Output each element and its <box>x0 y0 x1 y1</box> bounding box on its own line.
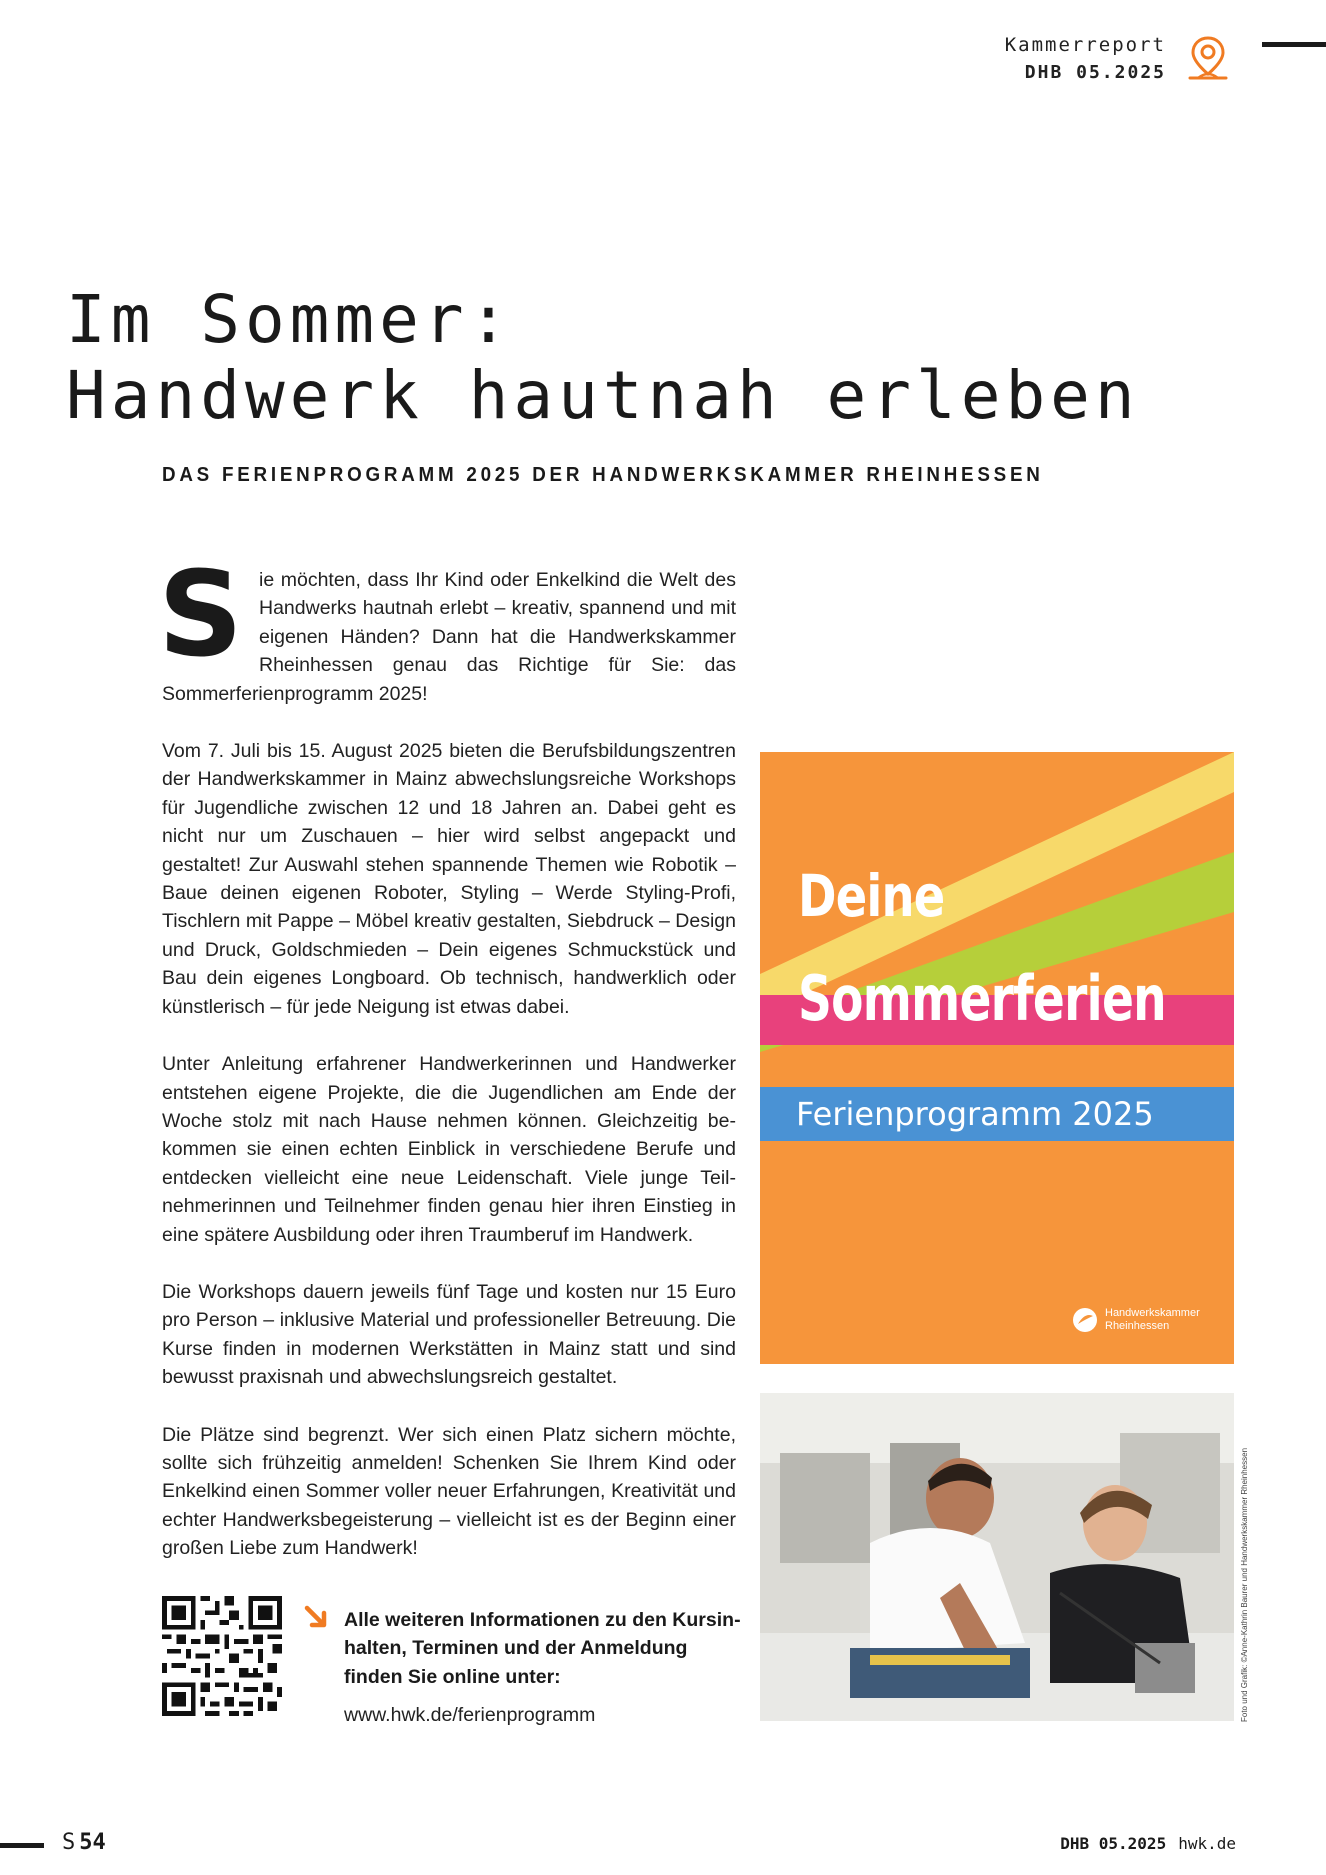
workshop-photo <box>760 1393 1234 1721</box>
paragraph-3: Unter Anleitung erfahrener Handwerkerinnen und Handwerker entstehen eigene Projekte, die die Jugendlichen am Ende der Woche stolz mit nach Hause nehmen können. Gleichzeitig bekommen sie einen echten Einblick in verschiedene Berufe und entdecken vielleicht eine neue Leidenschaft. Viele junge Teilnehmerinnen und Teilnehmer finden genau hier ihren Einstieg in eine spätere Ausbildung oder ihren Traumberuf im Handwerk. <box>162 1053 736 1246</box>
paragraph-4: Die Workshops dauern jeweils fünf Tage und kosten nur 15 Euro pro Person – inklusive Material und professioneller Betreuung. Die Kurse finden in modernen Werkstätten in Mainz statt und sind bewusst praxisnah und abwechslungsreich gestaltet. <box>162 1280 736 1389</box>
arrow-icon <box>302 1602 332 1632</box>
footer-right <box>1060 1834 1236 1853</box>
info-text: Alle weiteren Informationen zu den Kursinhalten, Terminen und der Anmeldung finden Sie online unter: <box>344 1609 741 1688</box>
subheadline: DAS FERIENPROGRAMM 2025 DER HANDWERKSKAMMER RHEINHESSEN <box>162 464 1044 486</box>
poster-title-line-2: Sommerferien <box>798 962 1166 1035</box>
footer-issue: DHB 05.2025 <box>1060 1834 1167 1853</box>
drop-cap: S <box>158 545 243 683</box>
page-prefix: S <box>62 1830 76 1855</box>
poster-logo-text <box>1105 1307 1200 1333</box>
hwk-logo-icon <box>1072 1307 1098 1333</box>
paragraph-2: Vom 7. Juli bis 15. August 2025 bieten die Berufsbildungszentren der Handwerkskammer in Mainz abwechslungsreiche Workshops für Jugendliche zwischen 12 und 18 Jahren an. Dabei geht es nicht nur um Zuschauen – hier wird selbst angepackt und gestaltet! Zur Auswahl stehen spannende Themen wie Robotik – Baue deinen eigenen Roboter, Styling – Werde Styling-Profi, Tischlern mit Pappe – Möbel kreativ gestalten, Siebdruck – Design und Druck, Goldschmieden – Dein eigenes Schmuckstück und Bau dein eigenes Longboard. Ob technisch, handwerklich oder künstlerisch – für jede Neigung ist etwas dabei. <box>162 740 736 1018</box>
footer-site[interactable]: hwk.de <box>1178 1834 1236 1853</box>
page-number-value: 54 <box>79 1830 106 1855</box>
article-body <box>158 545 736 1592</box>
footer-rule <box>0 1843 44 1848</box>
paragraph-1 <box>158 545 736 708</box>
poster-title-line-1: Deine <box>798 862 945 930</box>
paragraph-1-text: ie möchten, dass Ihr Kind oder Enkelkind die Welt des Handwerks hautnah erlebt – kreativ, spannend und mit eigenen Händen? Dann hat die Handwerkskammer Rheinhessen genau das Richtige für Sie: das Sommerferienprogramm 2025! <box>162 569 736 705</box>
program-poster <box>760 752 1234 1364</box>
issue-label: DHB 05.2025 <box>1024 62 1166 83</box>
page-number <box>62 1830 106 1855</box>
headline-line-1: Im Sommer: <box>66 281 514 358</box>
section-label: Kammerreport <box>1004 34 1166 56</box>
location-pin-icon <box>1186 34 1230 84</box>
qr-code[interactable] <box>162 1596 282 1716</box>
poster-stripes <box>760 752 1234 1364</box>
headline-line-2: Handwerk hautnah erleben <box>66 357 1140 434</box>
photo-credit: Foto und Grafik: ©Anne-Kathrin Baurer und Handwerkskammer Rheinhessen <box>1240 1447 1249 1722</box>
header-rule <box>1262 42 1326 47</box>
poster-subtitle: Ferienprogramm 2025 <box>796 1095 1154 1133</box>
info-link[interactable]: www.hwk.de/ferienprogramm <box>344 1704 596 1726</box>
poster-logo-line-2: Rheinhessen <box>1105 1320 1170 1332</box>
workshop-photo-illustration <box>760 1393 1234 1721</box>
poster-logo-line-1: Handwerkskammer <box>1105 1307 1200 1319</box>
headline <box>66 282 1266 434</box>
paragraph-5: Die Plätze sind begrenzt. Wer sich einen Platz sichern möchte, sollte sich frühzeitig anmelden! Schenken Sie Ihrem Kind oder Enkelkind einen Sommer voller neuer Erfahrungen, Kreativität und echter Handwerksbegeisterung – vielleicht ist es der Beginn einer großen Liebe zum Handwerk! <box>162 1423 736 1560</box>
